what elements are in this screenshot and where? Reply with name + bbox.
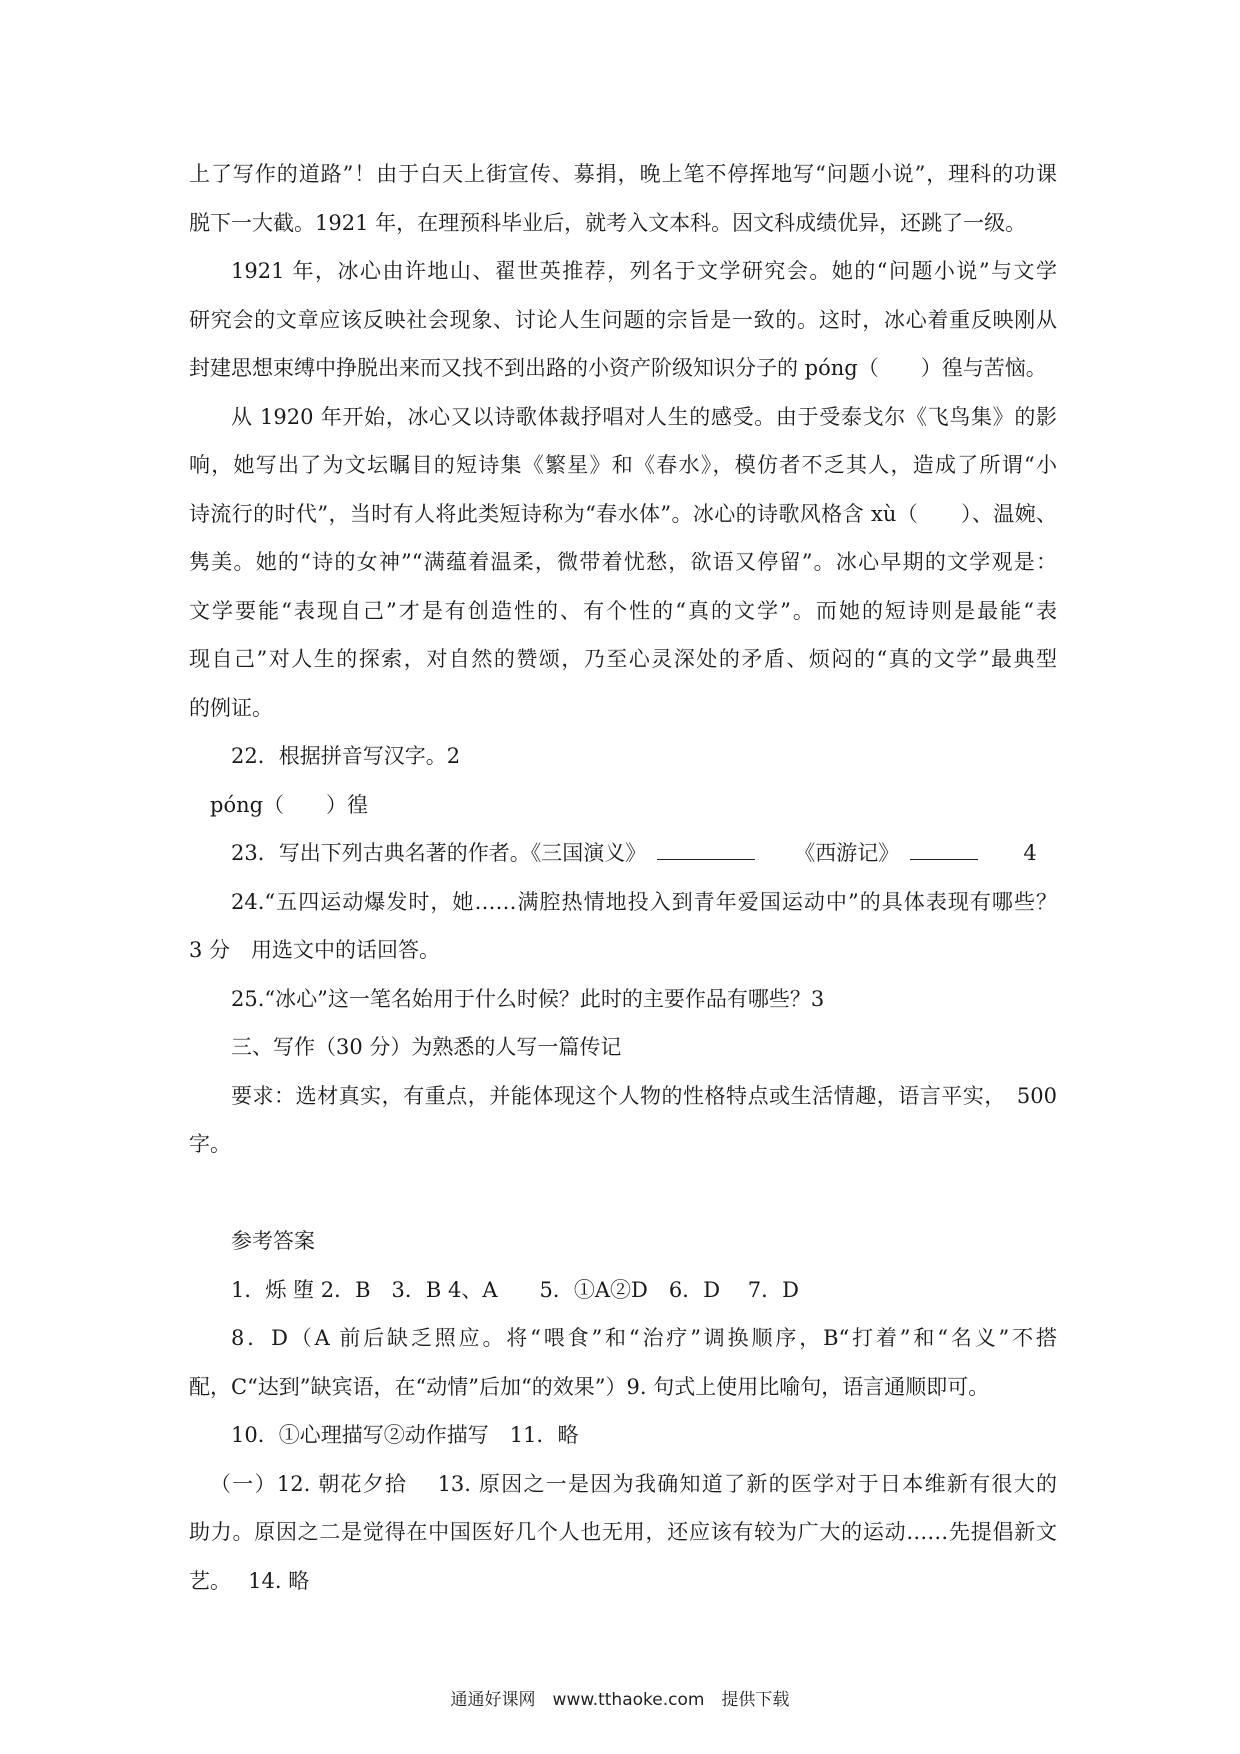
writing-title: 三、写作（30 分）为熟悉的人写一篇传记 bbox=[231, 1035, 622, 1059]
question-24 bbox=[189, 878, 1057, 975]
text-line: 要求：选材真实，有重点，并能体现这个人物的性格特点或生活情趣，语言平实， 500 bbox=[231, 1083, 1057, 1108]
question-23-score: 4 bbox=[1023, 841, 1037, 865]
paragraph bbox=[189, 150, 1057, 247]
text-line: 文学要能“表现自己”才是有创造性的、有个性的“真的文学”。而她的短诗则是最能“表 bbox=[189, 598, 1057, 623]
document-body bbox=[189, 150, 1057, 1605]
text-line: 配，C“达到”缺宾语，在“动情”后加“的效果”）9. 句式上使用比喻句，语言通顺即可。 bbox=[189, 1374, 990, 1399]
text-line: 上了写作的道路”！由于白天上街宣传、募捐，晚上笔不停挥地写“问题小说”，理科的功课 bbox=[189, 162, 1057, 186]
page-footer: 通通好课网 www.tthaoke.com 提供下载 bbox=[450, 1690, 790, 1710]
text-line: 助力。原因之二是觉得在中国医好几个人也无用，还应该有较为广大的运动……先提倡新文 bbox=[189, 1520, 1057, 1544]
answer-blank[interactable] bbox=[657, 841, 755, 860]
paragraph bbox=[189, 393, 1057, 733]
text-line: 封建思想束缚中挣脱出来而又找不到出路的小资产阶级知识分子的 póng（ ）徨与苦恼。 bbox=[189, 356, 1047, 380]
paragraph bbox=[189, 247, 1057, 393]
text-line: 诗流行的时代”，当时有人将此类短诗称为“春水体”。冰心的诗歌风格含 xù（ ）、温婉、 bbox=[189, 501, 1057, 526]
question-22: 22．根据拼音写汉字。2 bbox=[231, 744, 461, 768]
spacer bbox=[189, 1169, 1057, 1218]
writing-requirements bbox=[189, 1072, 1057, 1169]
question-25: 25.“冰心”这一笔名始用于什么时候？此时的主要作品有哪些？3 bbox=[231, 986, 825, 1011]
question-23 bbox=[189, 829, 1057, 878]
text-line: 的例证。 bbox=[189, 695, 273, 720]
text-line: 从 1920 年开始，冰心又以诗歌体裁抒唱对人生的感受。由于受泰戈尔《飞鸟集》的影 bbox=[231, 404, 1057, 429]
question-22-item: póng（ ）徨 bbox=[210, 792, 369, 817]
answer-10-11: 10．①心理描写②动作描写 11．略 bbox=[231, 1423, 579, 1447]
text-line: （一）12. 朝花夕拾 13. 原因之一是因为我确知道了新的医学对于日本维新有很大的 bbox=[210, 1471, 1057, 1496]
answer-8-9 bbox=[189, 1314, 1057, 1411]
answer-blank[interactable] bbox=[910, 841, 978, 860]
text-line: 3 分 用选文中的话回答。 bbox=[189, 938, 441, 962]
text-line: 8．D（A 前后缺乏照应。将“喂食”和“治疗”调换顺序，B“打着”和“名义”不搭 bbox=[231, 1326, 1057, 1350]
answer-1-7: 1．烁 堕 2．B 3．B 4、A 5．①A②D 6．D 7．D bbox=[231, 1277, 799, 1302]
answer-12-14 bbox=[189, 1460, 1057, 1606]
text-line: 24.“五四运动爆发时，她……满腔热情地投入到青年爱国运动中”的具体表现有哪些？ bbox=[231, 889, 1057, 914]
text-line: 艺。 14. 略 bbox=[189, 1568, 310, 1593]
question-23-mid: 《西游记》 bbox=[794, 841, 900, 865]
text-line: 研究会的文章应该反映社会现象、讨论人生问题的宗旨是一致的。这时，冰心着重反映刚从 bbox=[189, 307, 1057, 332]
text-line: 隽美。她的“诗的女神”“满蕴着温柔，微带着忧愁，欲语又停留”。冰心早期的文学观是： bbox=[189, 550, 1057, 574]
text-line: 现自己”对人生的探索，对自然的赞颂，乃至心灵深处的矛盾、烦闷的“真的文学”最典型 bbox=[189, 647, 1057, 671]
text-line: 字。 bbox=[189, 1132, 231, 1156]
text-line: 1921 年，冰心由许地山、翟世英推荐，列名于文学研究会。她的“问题小说”与文学 bbox=[231, 259, 1057, 283]
text-line: 响，她写出了为文坛瞩目的短诗集《繁星》和《春水》，模仿者不乏其人，造成了所谓“小 bbox=[189, 453, 1057, 477]
text-line: 脱下一大截。1921 年，在理预科毕业后，就考入文本科。因文科成绩优异，还跳了一级。 bbox=[189, 210, 1027, 235]
answers-heading: 参考答案 bbox=[231, 1229, 315, 1253]
question-23-prefix: 23．写出下列古典名著的作者。《三国演义》 bbox=[231, 841, 647, 865]
